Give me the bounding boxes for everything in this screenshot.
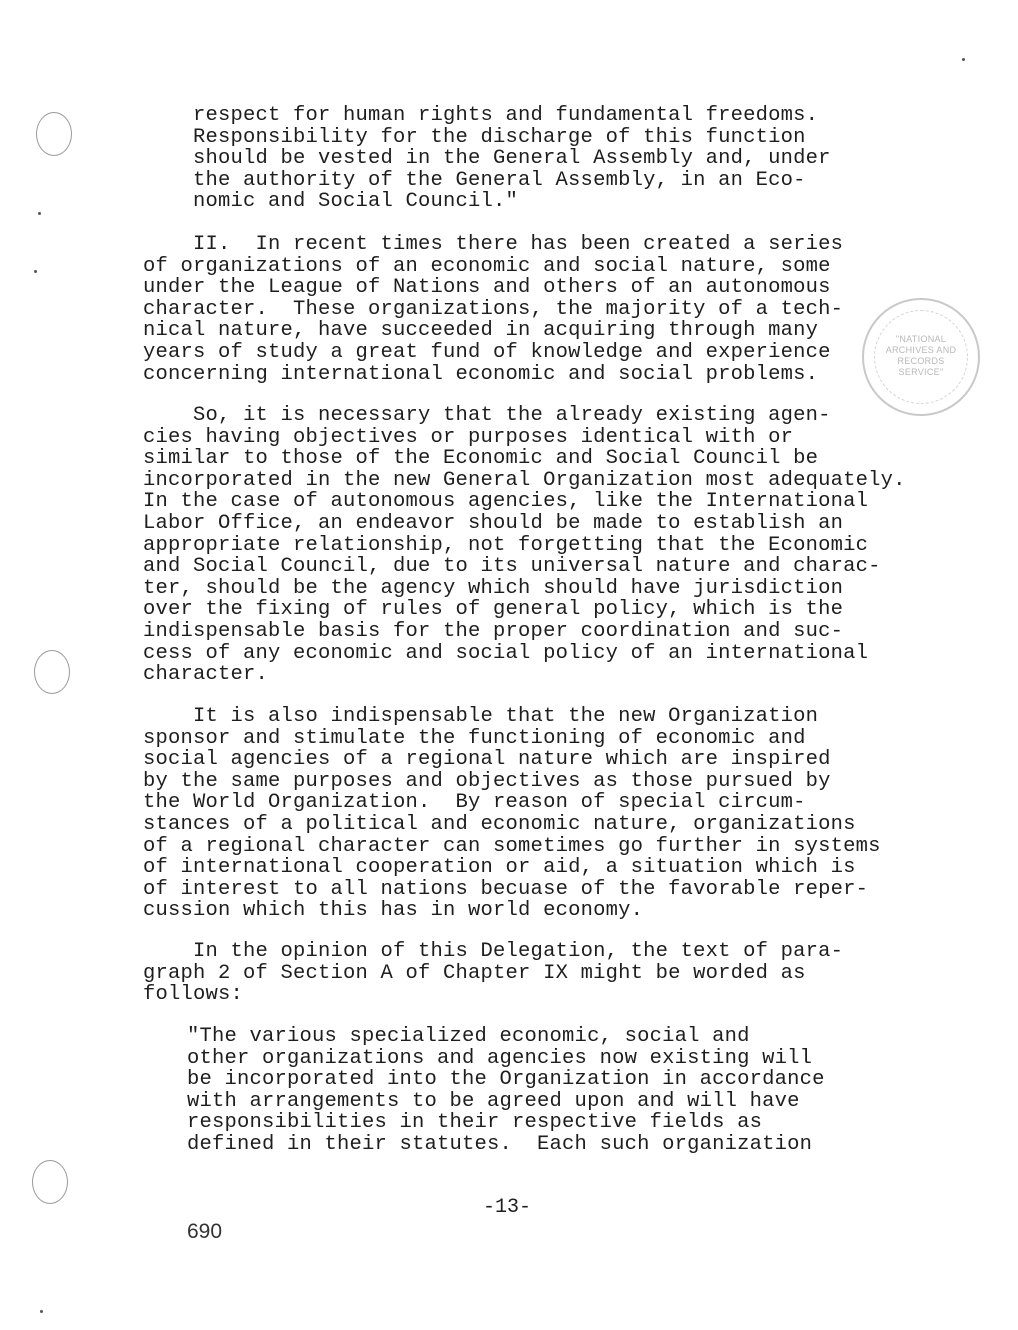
text-line: and Social Council, due to its universal nature and charac- (143, 555, 881, 579)
punch-hole-bottom (32, 1160, 68, 1204)
paragraph-continued-quote (193, 105, 831, 213)
stamp-line: RECORDS (897, 356, 945, 366)
text-line: with arrangements to be agreed upon and will have (187, 1089, 800, 1113)
text-line: cess of any economic and social policy of an international (143, 641, 869, 665)
text-line: other organizations and agencies now existing will (187, 1046, 813, 1070)
text-line: ter, should be the agency which should have jurisdiction (143, 576, 844, 600)
paragraph-section-ii (143, 234, 843, 385)
archive-stamp (862, 298, 980, 416)
text-line: In the opinion of this Delegation, the text of para- (143, 940, 844, 963)
stamp-ring (874, 310, 968, 404)
paper-speck (962, 58, 965, 61)
text-line: under the League of Nations and others of an autonomous (143, 276, 831, 300)
text-line: Responsibility for the discharge of this function (193, 125, 806, 149)
text-line: responsibilities in their respective fields as (187, 1111, 763, 1135)
paragraph-regional-agencies (143, 706, 881, 922)
text-line: appropriate relationship, not forgetting that the Economic (143, 533, 869, 557)
text-line: indispensable basis for the proper coordination and suc- (143, 619, 844, 643)
text-line: similar to those of the Economic and Social Council be (143, 447, 819, 471)
text-line: stances of a political and economic nature, organizations (143, 812, 856, 836)
text-line: the authority of the General Assembly, in an Eco- (193, 168, 806, 192)
text-line: Labor Office, an endeavor should be made to establish an (143, 511, 844, 535)
paper-speck (40, 1310, 43, 1313)
text-line: nical nature, have succeeded in acquiring through many (143, 319, 819, 343)
text-line: be incorporated into the Organization in accordance (187, 1068, 825, 1092)
text-line: over the fixing of rules of general policy, which is the (143, 598, 844, 622)
paper-speck (38, 212, 41, 215)
text-line: should be vested in the General Assembly and, under (193, 147, 831, 171)
text-line: of interest to all nations becuase of the favorable reper- (143, 877, 869, 901)
page-number: -13- (483, 1196, 532, 1219)
stamp-line: ARCHIVES AND (885, 345, 957, 355)
text-line: of a regional character can sometimes go further in systems (143, 834, 881, 858)
stamp-line: "NATIONAL (895, 334, 947, 344)
text-line: sponsor and stimulate the functioning of economic and (143, 726, 806, 750)
text-line: In the case of autonomous agencies, like the International (143, 490, 869, 514)
text-line: follows: (143, 983, 244, 1007)
text-line: It is also indispensable that the new Organization (143, 705, 819, 728)
text-line: graph 2 of Section A of Chapter IX might be worded as (143, 961, 806, 985)
paragraph-proposed-text (187, 1026, 825, 1156)
text-line: character. These organizations, the majority of a tech- (143, 297, 844, 321)
text-line: social agencies of a regional nature which are inspired (143, 748, 831, 772)
text-line: incorporated in the new General Organization most adequately. (143, 468, 906, 492)
text-line: character. (143, 663, 269, 687)
punch-hole-middle (34, 650, 70, 694)
document-number: 690 (187, 1220, 223, 1243)
text-line: defined in their statutes. Each such organization (187, 1132, 813, 1156)
punch-hole-top (36, 112, 72, 156)
text-line: of organizations of an economic and social nature, some (143, 254, 831, 278)
text-line: cussion which this has in world economy. (143, 899, 644, 923)
text-line: II. In recent times there has been created a series (143, 233, 844, 256)
text-line: years of study a great fund of knowledge and experience (143, 340, 831, 364)
paragraph-existing-agencies (143, 405, 906, 686)
text-line: by the same purposes and objectives as those pursued by (143, 769, 831, 793)
text-line: nomic and Social Council." (193, 190, 519, 214)
paragraph-delegation-opinion (143, 941, 843, 1006)
paper-speck (34, 270, 37, 273)
text-line: "The various specialized economic, social and (187, 1025, 750, 1048)
text-line: So, it is necessary that the already existing agen- (143, 404, 831, 427)
text-line: respect for human rights and fundamental freedoms. (193, 104, 819, 127)
stamp-line: SERVICE" (898, 367, 944, 377)
text-line: cies having objectives or purposes identical with or (143, 425, 794, 449)
text-line: of international cooperation or aid, a situation which is (143, 856, 856, 880)
text-line: the World Organization. By reason of special circum- (143, 791, 806, 815)
text-line: concerning international economic and social problems. (143, 362, 819, 386)
